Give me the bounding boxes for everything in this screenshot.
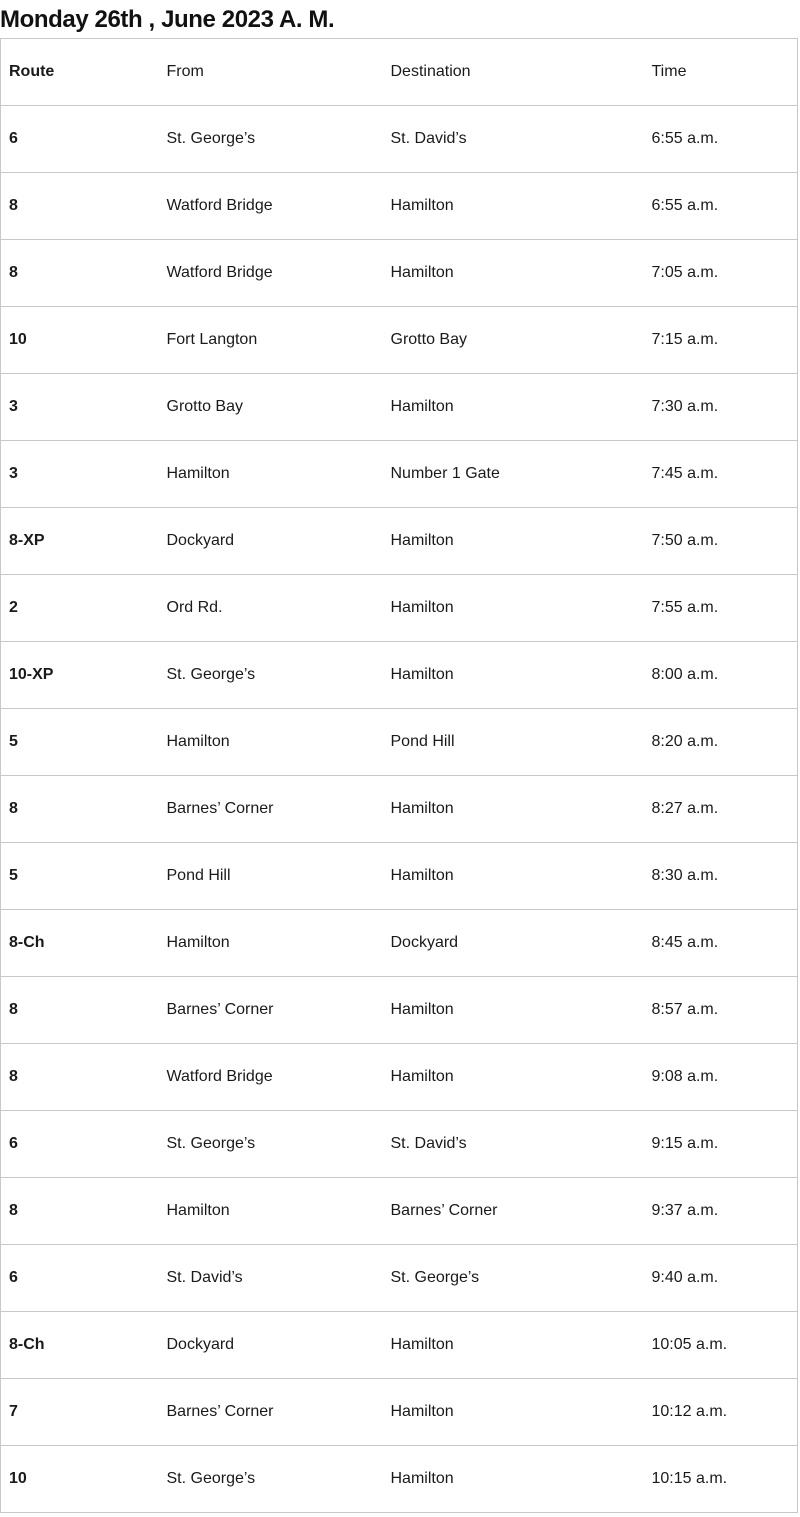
cell-destination: Hamilton [383, 1044, 644, 1111]
cell-from: Dockyard [159, 508, 383, 575]
cell-time: 8:45 a.m. [644, 910, 798, 977]
header-from: From [159, 39, 383, 106]
cell-time: 10:05 a.m. [644, 1312, 798, 1379]
cell-from: St. David’s [159, 1245, 383, 1312]
cell-destination: Hamilton [383, 240, 644, 307]
cell-from: St. George’s [159, 106, 383, 173]
cell-route: 5 [1, 709, 159, 776]
cell-destination: Hamilton [383, 1379, 644, 1446]
cell-route: 10-XP [1, 642, 159, 709]
table-row [1, 1044, 798, 1111]
cell-route: 10 [1, 1446, 159, 1513]
cell-time: 9:15 a.m. [644, 1111, 798, 1178]
cell-time: 9:37 a.m. [644, 1178, 798, 1245]
cell-from: Watford Bridge [159, 240, 383, 307]
cell-from: Dockyard [159, 1312, 383, 1379]
page-title: Monday 26th , June 2023 A. M. [0, 6, 335, 33]
cell-route: 6 [1, 1111, 159, 1178]
cell-destination: Hamilton [383, 977, 644, 1044]
cell-from: Hamilton [159, 910, 383, 977]
cell-from: Hamilton [159, 1178, 383, 1245]
table-row [1, 1245, 798, 1312]
cell-route: 8-XP [1, 508, 159, 575]
cell-from: Hamilton [159, 441, 383, 508]
cell-time: 7:30 a.m. [644, 374, 798, 441]
cell-from: Pond Hill [159, 843, 383, 910]
header-time: Time [644, 39, 798, 106]
cell-from: Barnes’ Corner [159, 977, 383, 1044]
table-row [1, 910, 798, 977]
cell-route: 8 [1, 173, 159, 240]
table-row [1, 575, 798, 642]
cell-time: 8:20 a.m. [644, 709, 798, 776]
cell-route: 7 [1, 1379, 159, 1446]
cell-from: Hamilton [159, 709, 383, 776]
cell-destination: St. David’s [383, 106, 644, 173]
cell-route: 3 [1, 374, 159, 441]
cell-destination: Hamilton [383, 642, 644, 709]
cell-from: Watford Bridge [159, 1044, 383, 1111]
table-row [1, 508, 798, 575]
table-row [1, 1379, 798, 1446]
cell-route: 10 [1, 307, 159, 374]
table-row [1, 1178, 798, 1245]
table-row [1, 1111, 798, 1178]
cell-from: Watford Bridge [159, 173, 383, 240]
cell-from: St. George’s [159, 1111, 383, 1178]
cell-from: Barnes’ Corner [159, 776, 383, 843]
cell-route: 2 [1, 575, 159, 642]
table-row [1, 173, 798, 240]
cell-destination: Number 1 Gate [383, 441, 644, 508]
cell-route: 5 [1, 843, 159, 910]
cell-route: 6 [1, 106, 159, 173]
table-row [1, 977, 798, 1044]
table-row [1, 374, 798, 441]
table-row [1, 642, 798, 709]
cell-destination: St. George’s [383, 1245, 644, 1312]
cell-destination: Hamilton [383, 575, 644, 642]
cell-route: 8-Ch [1, 1312, 159, 1379]
table-body [1, 106, 798, 1513]
cell-from: Fort Langton [159, 307, 383, 374]
table-row [1, 1312, 798, 1379]
header-route: Route [1, 39, 159, 106]
cell-from: Grotto Bay [159, 374, 383, 441]
cell-from: Barnes’ Corner [159, 1379, 383, 1446]
cell-time: 7:55 a.m. [644, 575, 798, 642]
cell-time: 10:12 a.m. [644, 1379, 798, 1446]
table-row [1, 307, 798, 374]
cell-destination: Dockyard [383, 910, 644, 977]
cell-destination: Hamilton [383, 374, 644, 441]
cell-time: 7:45 a.m. [644, 441, 798, 508]
cell-time: 9:40 a.m. [644, 1245, 798, 1312]
cell-from: Ord Rd. [159, 575, 383, 642]
cell-destination: Hamilton [383, 1312, 644, 1379]
cell-time: 8:57 a.m. [644, 977, 798, 1044]
cell-destination: St. David’s [383, 1111, 644, 1178]
table-row [1, 843, 798, 910]
cell-time: 6:55 a.m. [644, 173, 798, 240]
bus-schedule-table [0, 38, 798, 1513]
cell-route: 8 [1, 1178, 159, 1245]
cell-route: 8 [1, 776, 159, 843]
cell-destination: Barnes’ Corner [383, 1178, 644, 1245]
cell-time: 9:08 a.m. [644, 1044, 798, 1111]
cell-route: 8 [1, 240, 159, 307]
cell-route: 8 [1, 977, 159, 1044]
cell-from: St. George’s [159, 1446, 383, 1513]
cell-route: 3 [1, 441, 159, 508]
table-row [1, 1446, 798, 1513]
table-row [1, 441, 798, 508]
cell-time: 7:50 a.m. [644, 508, 798, 575]
cell-time: 10:15 a.m. [644, 1446, 798, 1513]
cell-destination: Hamilton [383, 173, 644, 240]
table-row [1, 709, 798, 776]
cell-destination: Hamilton [383, 1446, 644, 1513]
cell-route: 8 [1, 1044, 159, 1111]
header-destination: Destination [383, 39, 644, 106]
cell-destination: Hamilton [383, 776, 644, 843]
cell-time: 7:15 a.m. [644, 307, 798, 374]
table-row [1, 776, 798, 843]
cell-time: 8:27 a.m. [644, 776, 798, 843]
cell-destination: Pond Hill [383, 709, 644, 776]
cell-time: 8:00 a.m. [644, 642, 798, 709]
cell-route: 6 [1, 1245, 159, 1312]
cell-time: 8:30 a.m. [644, 843, 798, 910]
cell-route: 8-Ch [1, 910, 159, 977]
table-header-row [1, 39, 798, 106]
cell-from: St. George’s [159, 642, 383, 709]
table-row [1, 106, 798, 173]
cell-time: 7:05 a.m. [644, 240, 798, 307]
table-row [1, 240, 798, 307]
cell-destination: Hamilton [383, 843, 644, 910]
cell-time: 6:55 a.m. [644, 106, 798, 173]
cell-destination: Hamilton [383, 508, 644, 575]
cell-destination: Grotto Bay [383, 307, 644, 374]
